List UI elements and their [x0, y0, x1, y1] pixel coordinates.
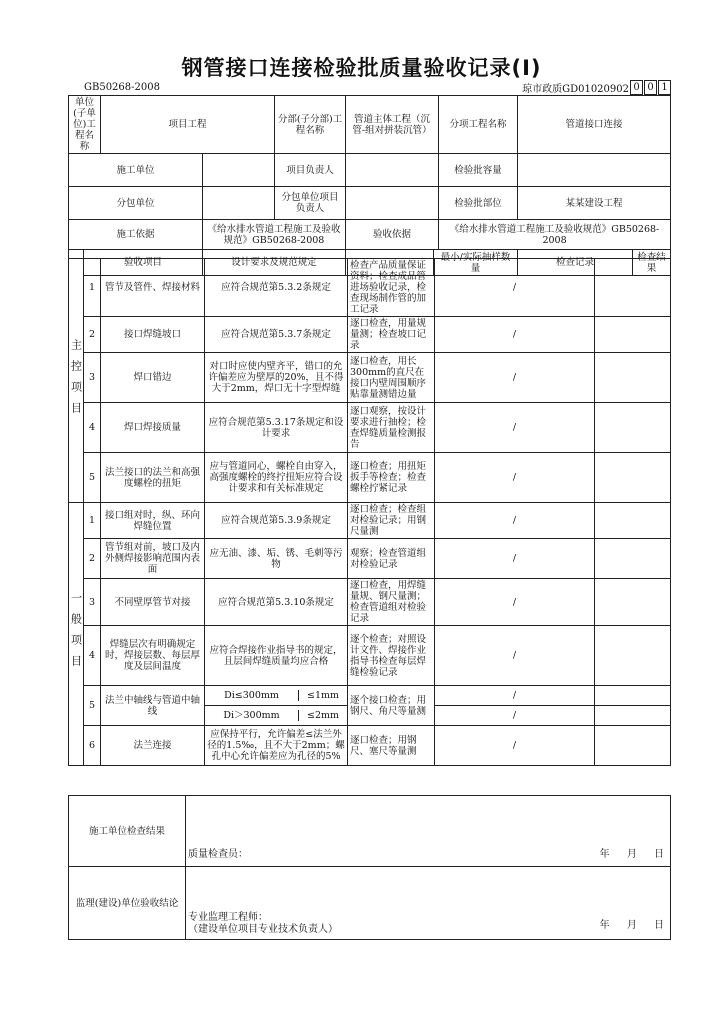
constructor-label: 施工单位 [69, 154, 203, 187]
condition: Di≤300mm [205, 690, 299, 701]
item-name: 焊口错边 [101, 353, 205, 403]
item-method: 逐个接口检查；用钢尺、角尺等量测 [348, 686, 435, 726]
basis-value[interactable]: 《给水排水管道工程施工及验收规范》GB50268-2008 [203, 220, 346, 250]
form-code-prefix: 琼市政质GD01020902 [522, 84, 629, 95]
constructor-result-field[interactable] [186, 796, 671, 867]
batch-location-label: 检验批部位 [439, 187, 518, 220]
item-result[interactable] [595, 353, 671, 403]
item-name: 法兰中轴线与管道中轴线 [101, 686, 205, 726]
item-sample[interactable]: / [435, 317, 595, 353]
item-requirement: 应符合规范第5.3.10条规定 [205, 579, 348, 626]
item-sample[interactable]: / [435, 706, 595, 726]
table-row [69, 539, 671, 579]
item-method: 逐口检查；用钢尺、塞尺等量测 [348, 726, 435, 766]
item-result[interactable] [595, 403, 671, 453]
table-row [69, 626, 671, 686]
item-sample[interactable]: / [435, 503, 595, 539]
item-sample[interactable]: / [435, 453, 595, 503]
division-label: 分部(子分部)工程名称 [275, 96, 346, 154]
item-no: 1 [84, 259, 101, 317]
table-row [69, 579, 671, 626]
item-no: 3 [84, 353, 101, 403]
constructor-result-label: 施工单位检查结果 [69, 796, 186, 867]
unit-value[interactable]: 项目工程 [101, 96, 275, 154]
item-result[interactable] [595, 706, 671, 726]
col-requirement: 设计要求及规范规定 [203, 250, 346, 276]
item-method: 逐口检查，用长300mm的直尺在接口内壁周围顺序贴靠量测错边量 [348, 353, 435, 403]
batch-capacity-label: 检验批容量 [439, 154, 518, 187]
item-name: 法兰接口的法兰和高强度螺栓的扭矩 [101, 453, 205, 503]
item-result[interactable] [595, 539, 671, 579]
item-requirement [205, 686, 348, 706]
item-name: 接口组对时，纵、环向焊缝位置 [101, 503, 205, 539]
acceptance-basis-label: 验收依据 [346, 220, 439, 250]
form-code-box[interactable]: 0 [630, 80, 643, 95]
item-method: 逐口检查，用焊缝量规、钢尺量测；检查管道组对检验记录 [348, 579, 435, 626]
date-text: 年 月 日 [599, 849, 664, 860]
division-value[interactable]: 管道主体工程（沉管-组对拼装沉管） [346, 96, 439, 154]
item-sample[interactable]: / [435, 579, 595, 626]
item-requirement: 应符合焊接作业指导书的规定，且层间焊缝质量均应合格 [205, 626, 348, 686]
items-table [68, 258, 671, 766]
item-no: 5 [84, 686, 101, 726]
standard-code: GB50268-2008 [84, 82, 160, 93]
col-record: 检查记录 [518, 250, 633, 276]
subcontractor-value[interactable] [203, 187, 275, 220]
item-no: 3 [84, 579, 101, 626]
item-requirement: 应符合规范第5.3.7条规定 [205, 317, 348, 353]
table-row [69, 353, 671, 403]
item-name: 管节组对前，坡口及内外侧焊接影响范围内表面 [101, 539, 205, 579]
unit-label: 单位(子单位)工程名称 [69, 96, 101, 154]
item-method: 逐口检查；用扭矩扳手等检查；检查螺栓拧紧记录 [348, 453, 435, 503]
item-name: 法兰连接 [101, 726, 205, 766]
col-result: 检查结果 [633, 250, 671, 276]
general-group-label: 一般项目 [69, 503, 84, 766]
table-row [69, 686, 671, 706]
item-result[interactable] [595, 317, 671, 353]
item-requirement: 对口时应使内壁齐平，错口的允许偏差应为壁厚的20%，且不得大于2mm，焊口无十字型焊缝 [205, 353, 348, 403]
item-name: 管节及管件、焊接材料 [101, 259, 205, 317]
item-requirement: 应与管道同心，螺栓自由穿入，高强度螺栓的终拧扭矩应符合设计要求和有关标准规定 [205, 453, 348, 503]
item-method: 逐口检查；检查组对检验记录；用钢尺量测 [348, 503, 435, 539]
item-sample[interactable]: / [435, 686, 595, 706]
batch-capacity-value[interactable] [518, 154, 671, 187]
item-sample[interactable]: / [435, 726, 595, 766]
date-text: 年 月 日 [599, 920, 664, 931]
col-item: 验收项目 [84, 250, 203, 276]
item-requirement: 应无油、漆、垢、锈、毛刺等污物 [205, 539, 348, 579]
supervisor-row [69, 867, 671, 940]
sub-pm-label: 分包单位项目负责人 [275, 187, 346, 220]
header-row-4 [69, 220, 671, 250]
basis-label: 施工依据 [69, 220, 203, 250]
item-result[interactable] [595, 503, 671, 539]
form-code-box[interactable]: 0 [644, 80, 657, 95]
main-group-label: 主控项目 [69, 259, 84, 503]
item-method: 逐口观察，按设计要求进行抽检；检查焊缝质量检测报告 [348, 403, 435, 453]
item-no: 4 [84, 403, 101, 453]
item-no: 2 [84, 539, 101, 579]
item-requirement: 应符合规范第5.3.17条规定和设计要求 [205, 403, 348, 453]
col-sample: 最小/实际抽样数量 [434, 250, 518, 276]
inspector-label: 质量检查员： [188, 849, 248, 860]
signature-table [68, 795, 671, 940]
subitem-value[interactable]: 管道接口连接 [518, 96, 671, 154]
supervisor-field[interactable] [186, 867, 671, 940]
constructor-value[interactable] [203, 154, 275, 187]
table-row [69, 317, 671, 353]
form-code-box[interactable]: 1 [658, 80, 671, 95]
constructor-result-row [69, 796, 671, 867]
item-sample[interactable]: / [435, 353, 595, 403]
item-requirement: 应符合规范第5.3.9条规定 [205, 503, 348, 539]
item-no: 6 [84, 726, 101, 766]
item-name: 焊口焊接质量 [101, 403, 205, 453]
subcontractor-label: 分包单位 [69, 187, 203, 220]
item-no: 5 [84, 453, 101, 503]
item-method: 逐个检查；对照设计文件、焊接作业指导书检查每层焊缝检验记录 [348, 626, 435, 686]
item-method: 检查产品质量保证资料；检查成品管进场验收记录，检查现场制作管的加工记录 [348, 259, 435, 317]
tolerance: ≤1mm [306, 690, 340, 701]
header-row-2 [69, 154, 671, 187]
item-method: 观察；检查管道组对检验记录 [348, 539, 435, 579]
subitem-label: 分项工程名称 [439, 96, 518, 154]
item-method: 逐口检查，用量规量测；检查坡口记录 [348, 317, 435, 353]
item-no: 1 [84, 503, 101, 539]
table-row [69, 259, 671, 317]
condition: Di＞300mm [205, 710, 299, 721]
tolerance: ≤2mm [306, 710, 340, 721]
table-row [69, 503, 671, 539]
item-result[interactable] [595, 579, 671, 626]
item-name: 焊缝层次有明确规定时，焊接层数、每层厚度及层间温度 [101, 626, 205, 686]
item-no: 4 [84, 626, 101, 686]
pm-label: 项目负责人 [275, 154, 346, 187]
table-row [69, 403, 671, 453]
item-sample[interactable]: / [435, 626, 595, 686]
item-result[interactable] [595, 686, 671, 706]
table-row [69, 453, 671, 503]
header-row-3 [69, 187, 671, 220]
item-result[interactable] [595, 626, 671, 686]
engineer-label: 专业监理工程师： [188, 912, 268, 923]
supervisor-label: 监理(建设)单位验收结论 [69, 867, 186, 940]
inspection-table [68, 95, 671, 276]
item-name: 不同壁厚管节对接 [101, 579, 205, 626]
batch-location-value[interactable]: 某某建设工程 [518, 187, 671, 220]
item-requirement [205, 706, 348, 726]
engineer-note: （建设单位项目专业技术负责人） [188, 924, 338, 935]
header-row-1 [69, 96, 671, 154]
table-row [69, 726, 671, 766]
item-result[interactable] [595, 453, 671, 503]
item-sample[interactable]: / [435, 539, 595, 579]
form-code [522, 80, 671, 95]
item-sample[interactable]: / [435, 259, 595, 317]
page-title: 钢管接口连接检验批质量验收记录(Ⅰ) [181, 56, 542, 80]
item-sample[interactable]: / [435, 403, 595, 453]
item-result[interactable] [595, 726, 671, 766]
item-requirement: 应符合规范第5.3.2条规定 [205, 259, 348, 317]
item-no: 2 [84, 317, 101, 353]
item-name: 接口焊缝坡口 [101, 317, 205, 353]
item-result[interactable] [595, 259, 671, 317]
acceptance-basis-value[interactable]: 《给水排水管道工程施工及验收规范》GB50268-2008 [439, 220, 671, 250]
pm-value[interactable] [346, 154, 439, 187]
item-requirement: 应保持平行，允许偏差≤法兰外径的1.5‰，且不大于2mm；螺孔中心允许偏差应为孔径的5% [205, 726, 348, 766]
sub-pm-value[interactable] [346, 187, 439, 220]
